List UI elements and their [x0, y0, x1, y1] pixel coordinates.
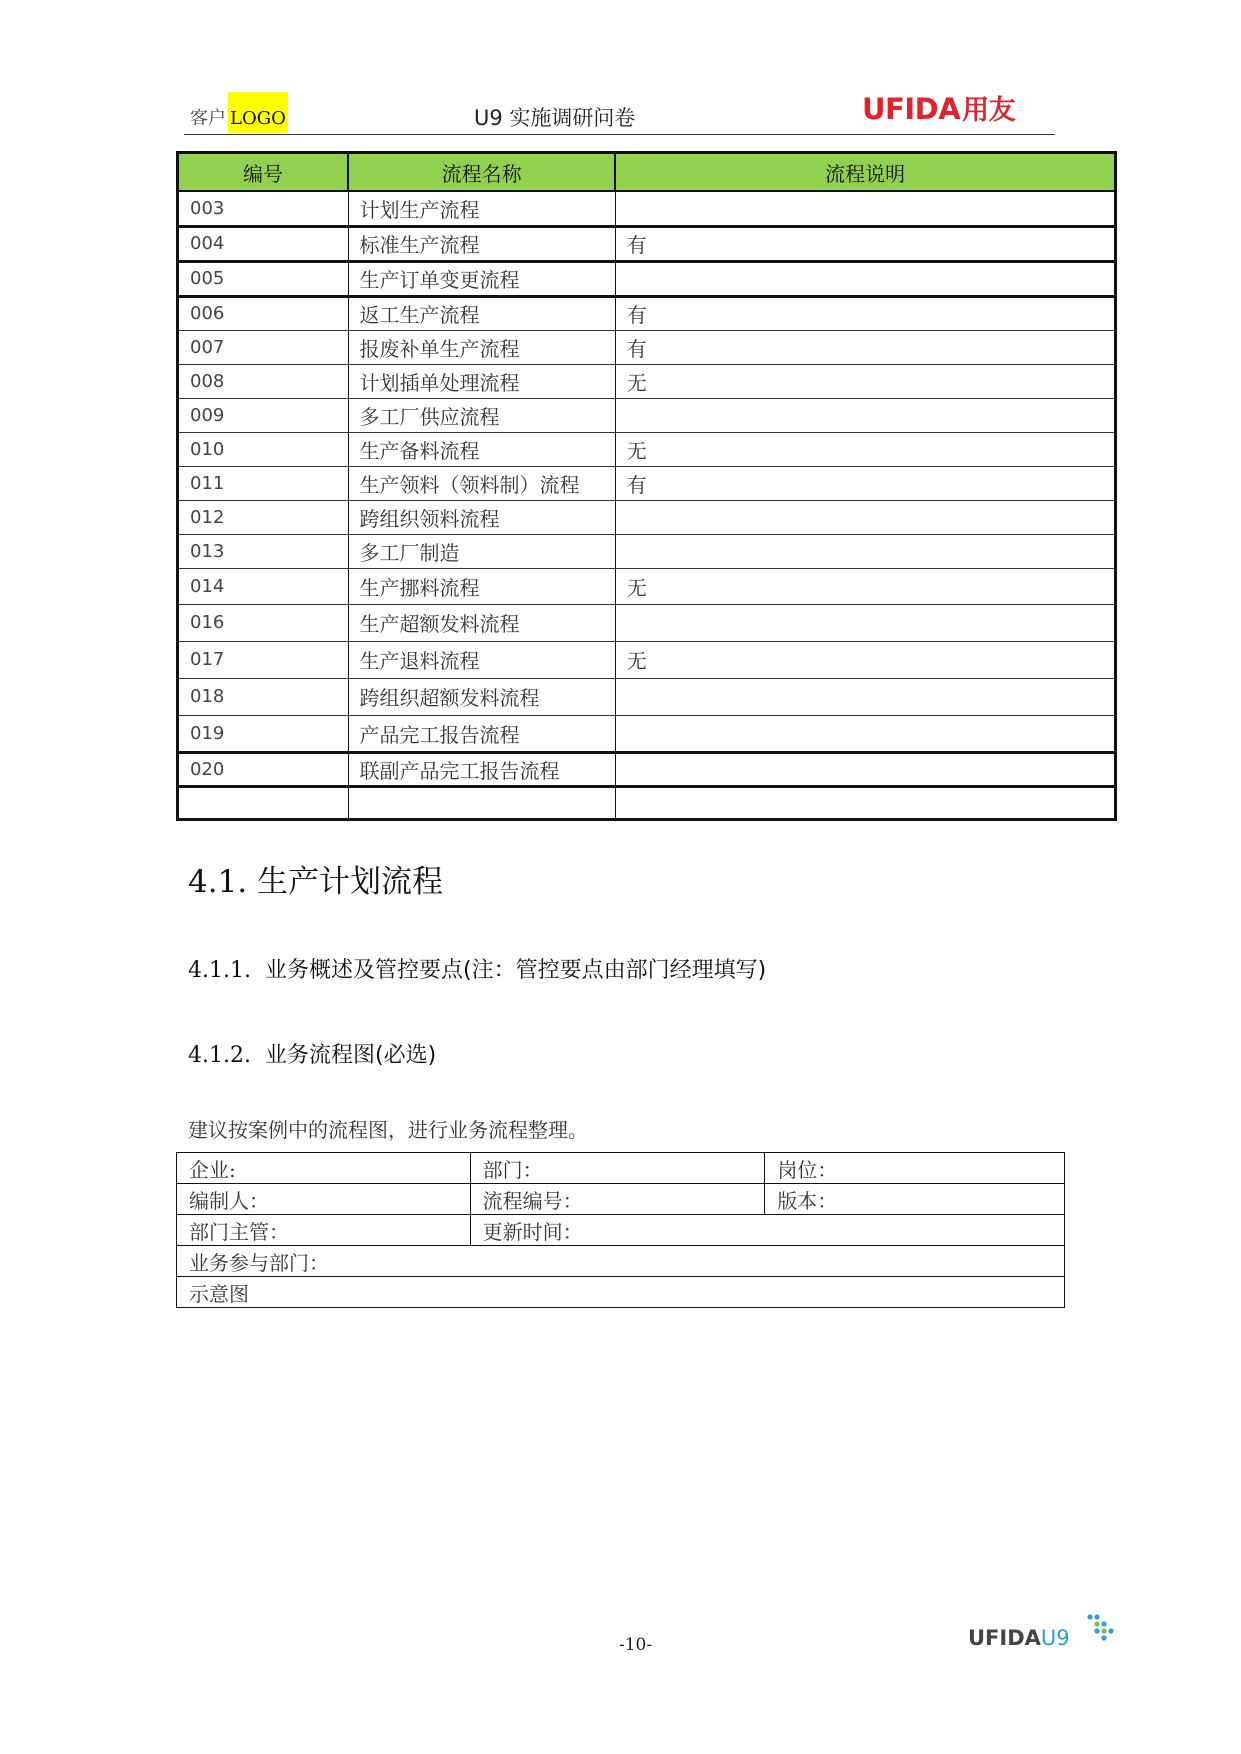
row-name: 多工厂制造	[348, 534, 615, 568]
row-description: 有	[615, 330, 1115, 364]
table-row	[178, 296, 1116, 330]
process-number-field: 流程编号：	[470, 1184, 765, 1215]
row-number: 005	[178, 261, 349, 296]
table-row	[178, 466, 1116, 500]
document-title: U9 实施调研问卷	[474, 106, 636, 130]
row-description	[615, 786, 1115, 819]
process-table-header	[178, 153, 1116, 192]
footer-product: U9	[1040, 1626, 1070, 1650]
process-info-table	[176, 1152, 1065, 1308]
row-number: 010	[178, 432, 349, 466]
table-row	[177, 1215, 1065, 1246]
row-description: 有	[615, 466, 1115, 500]
section-heading-4-1	[188, 856, 443, 901]
col-header-number: 编号	[178, 153, 349, 192]
row-description: 无	[615, 568, 1115, 604]
row-description	[615, 715, 1115, 752]
row-number: 020	[178, 752, 349, 786]
table-row	[178, 500, 1116, 534]
heading-text: 生产计划流程	[257, 864, 444, 900]
row-description: 无	[615, 364, 1115, 398]
table-row	[178, 604, 1116, 641]
row-description	[615, 604, 1115, 641]
post-field: 岗位：	[765, 1153, 1065, 1184]
row-description	[615, 261, 1115, 296]
row-name: 报废补单生产流程	[348, 330, 615, 364]
row-number: 014	[178, 568, 349, 604]
row-name: 多工厂供应流程	[348, 398, 615, 432]
row-number: 013	[178, 534, 349, 568]
participating-departments-field: 业务参与部门：	[177, 1246, 1065, 1277]
row-name: 返工生产流程	[348, 296, 615, 330]
row-description: 有	[615, 296, 1115, 330]
row-description: 无	[615, 641, 1115, 678]
row-number: 011	[178, 466, 349, 500]
row-name: 计划生产流程	[348, 191, 615, 226]
table-row	[177, 1184, 1065, 1215]
table-row	[178, 398, 1116, 432]
row-number: 006	[178, 296, 349, 330]
row-number: 019	[178, 715, 349, 752]
row-name: 跨组织领料流程	[348, 500, 615, 534]
row-description	[615, 500, 1115, 534]
row-description	[615, 534, 1115, 568]
row-description	[615, 398, 1115, 432]
heading-number: 4.1.1.	[188, 958, 251, 983]
heading-text: 业务流程图(必选)	[264, 1043, 437, 1068]
department-head-field: 部门主管：	[177, 1215, 471, 1246]
table-row	[178, 641, 1116, 678]
row-description	[615, 752, 1115, 786]
heading-number: 4.1.2.	[188, 1043, 251, 1068]
row-number: 004	[178, 226, 349, 261]
row-number: 007	[178, 330, 349, 364]
department-field: 部门：	[470, 1153, 765, 1184]
row-number: 009	[178, 398, 349, 432]
ufida-logo	[862, 88, 1015, 127]
diagram-field: 示意图	[177, 1277, 1065, 1308]
logo-label: LOGO	[228, 92, 288, 133]
table-row	[178, 330, 1116, 364]
row-name: 生产备料流程	[348, 432, 615, 466]
version-field: 版本：	[765, 1184, 1065, 1215]
row-name: 生产挪料流程	[348, 568, 615, 604]
table-row	[178, 678, 1116, 715]
row-number	[178, 786, 349, 819]
section-heading-4-1-1	[188, 953, 766, 984]
u9-dots-icon	[1085, 1612, 1115, 1642]
table-row	[178, 715, 1116, 752]
row-description: 无	[615, 432, 1115, 466]
table-row	[177, 1277, 1065, 1308]
row-description	[615, 678, 1115, 715]
row-name: 产品完工报告流程	[348, 715, 615, 752]
instruction-paragraph: 建议按案例中的流程图，进行业务流程整理。	[188, 1118, 588, 1142]
header-divider	[184, 134, 1055, 135]
section-heading-4-1-2	[188, 1038, 436, 1069]
row-description: 有	[615, 226, 1115, 261]
heading-number: 4.1.	[188, 864, 248, 900]
table-row	[178, 568, 1116, 604]
row-name: 生产退料流程	[348, 641, 615, 678]
table-row	[178, 534, 1116, 568]
row-name: 生产订单变更流程	[348, 261, 615, 296]
row-name: 标准生产流程	[348, 226, 615, 261]
col-header-name: 流程名称	[348, 153, 615, 192]
brand-cn: 用友	[962, 95, 1016, 126]
footer-brand: UFIDA	[968, 1626, 1041, 1650]
table-row	[178, 261, 1116, 296]
table-row	[177, 1246, 1065, 1277]
brand-en: UFIDA	[862, 92, 961, 126]
table-row	[178, 752, 1116, 786]
client-label: 客户	[190, 108, 226, 129]
row-number: 012	[178, 500, 349, 534]
col-header-description: 流程说明	[615, 153, 1115, 192]
row-name: 生产超额发料流程	[348, 604, 615, 641]
row-number: 008	[178, 364, 349, 398]
table-row	[178, 191, 1116, 226]
row-name	[348, 786, 615, 819]
row-name: 跨组织超额发料流程	[348, 678, 615, 715]
company-field: 企业:	[177, 1153, 471, 1184]
table-row	[178, 364, 1116, 398]
table-row	[178, 432, 1116, 466]
table-row	[178, 226, 1116, 261]
update-time-field: 更新时间：	[470, 1215, 1064, 1246]
table-row	[177, 1153, 1065, 1184]
row-name: 计划插单处理流程	[348, 364, 615, 398]
row-name: 生产领料（领料制）流程	[348, 466, 615, 500]
page-number: -10-	[619, 1635, 653, 1655]
row-number: 016	[178, 604, 349, 641]
ufida-u9-logo	[968, 1626, 1070, 1650]
author-field: 编制人：	[177, 1184, 471, 1215]
row-number: 017	[178, 641, 349, 678]
row-number: 018	[178, 678, 349, 715]
client-logo-placeholder	[190, 104, 288, 130]
row-number: 003	[178, 191, 349, 226]
process-table	[176, 151, 1117, 821]
row-description	[615, 191, 1115, 226]
table-row	[178, 786, 1116, 819]
row-name: 联副产品完工报告流程	[348, 752, 615, 786]
heading-text: 业务概述及管控要点(注：管控要点由部门经理填写)	[264, 958, 767, 983]
